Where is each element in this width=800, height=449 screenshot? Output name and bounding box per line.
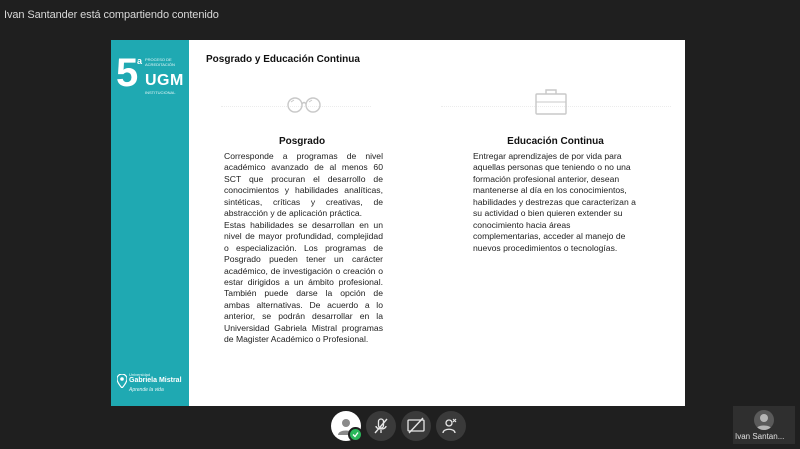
logo-number: 5 — [116, 51, 139, 95]
briefcase-icon — [534, 87, 568, 115]
posgrado-heading: Posgrado — [278, 136, 326, 147]
logo-caption: PROCESO DE ACREDITACIÓN — [145, 57, 175, 67]
user-avatar-icon — [754, 410, 774, 430]
sharing-banner: Ivan Santander está compartiendo contenido — [4, 9, 219, 21]
participant-avatar — [754, 410, 774, 430]
university-tagline: Aprende la vida — [129, 387, 164, 393]
posgrado-paragraph-2: Estas habilidades se desarrollan en un nivel de mayor profundidad, complejidad o especialización. Los programas de Posgrado pueden tener un carácter académico, de investigación o creación o estar dirigidos a un ámbito profesional. También puede darse la opción de ambas alternativas. De acuerdo a lo anterior, se podrán desarrollar en la Universidad Gabriela Mistral programas de Magister Académico o Profesional. — [224, 219, 383, 345]
participant-thumbnail[interactable] — [733, 406, 795, 444]
university-name: Gabriela Mistral — [129, 377, 182, 384]
glasses-icon — [286, 94, 322, 114]
educacion-continua-paragraph: Entregar aprendizajes de por vida para aquellas personas que teniendo o no una formación profesional anterior, desean mantenerse al día en los conocimientos, habilidades y destrezas que caracterizan a su actividad o bien quieren extender su conocimiento hacia áreas complementarias, acceder al manejo de nuevos procedimientos o tecnologías. — [473, 151, 636, 253]
shared-slide — [111, 40, 685, 406]
logo-subcaption: INSTITUCIONAL — [145, 90, 176, 95]
mic-toggle-button[interactable] — [366, 411, 396, 441]
educacion-continua-body — [473, 151, 639, 254]
university-logo — [117, 372, 185, 398]
mic-muted-icon — [372, 417, 390, 435]
location-pin-icon — [117, 374, 127, 388]
logo-brand: UGM — [145, 72, 184, 89]
meeting-controls — [331, 411, 467, 443]
logo-superscript: a — [137, 56, 143, 66]
posgrado-paragraph-1: Corresponde a programas de nivel académico avanzado de al menos 60 SCT que procuran el desarrollo de conocimientos y habilidades analíticas, sintéticas, críticas y creativas, de abstracción y de aplicación práctica. — [224, 151, 383, 219]
posgrado-body — [224, 151, 383, 346]
university-label: Universidad — [129, 372, 151, 377]
participants-button[interactable] — [436, 411, 466, 441]
slide-sidebar — [111, 40, 189, 406]
self-avatar-button[interactable] — [331, 411, 361, 441]
participants-icon — [441, 417, 461, 435]
screen-share-button[interactable] — [401, 411, 431, 441]
slide-title: Posgrado y Educación Continua — [206, 54, 360, 65]
status-available-icon — [348, 427, 363, 442]
participant-name: Ivan Santan... — [735, 432, 785, 441]
screen-share-off-icon — [406, 417, 426, 435]
educacion-continua-heading: Educación Continua — [507, 136, 604, 147]
